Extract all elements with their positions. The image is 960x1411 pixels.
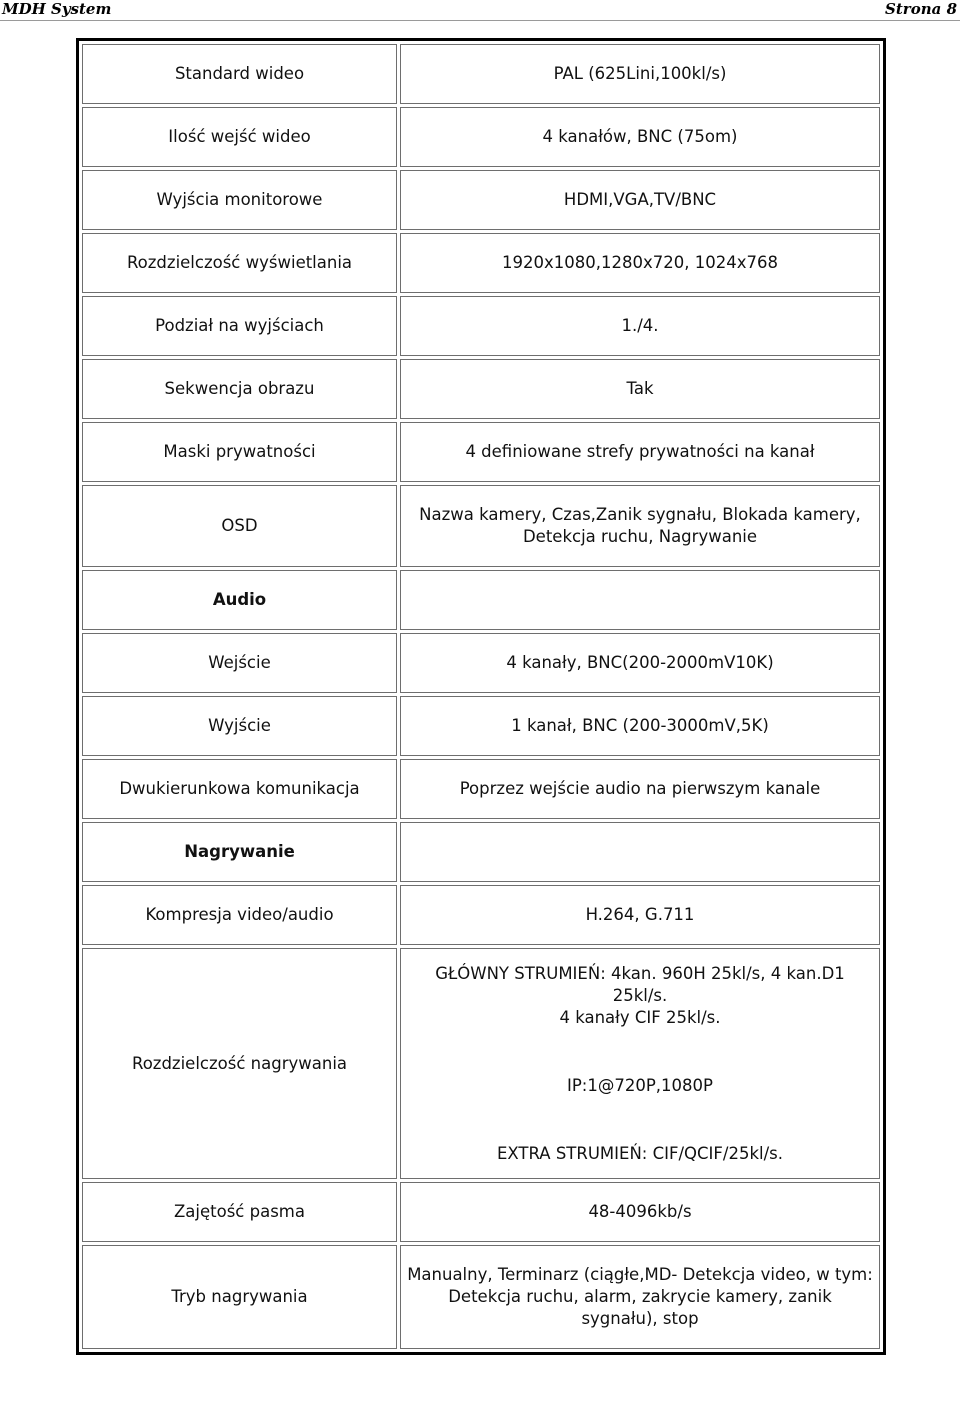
spec-value: 1920x1080,1280x720, 1024x768 [400, 233, 880, 293]
spec-label: Dwukierunkowa komunikacja [82, 759, 397, 819]
section-header-row [82, 570, 880, 630]
spec-value: H.264, G.711 [400, 885, 880, 945]
table-row [82, 696, 880, 756]
section-title-audio: Audio [82, 570, 397, 630]
table-row [82, 948, 880, 1179]
table-row [82, 759, 880, 819]
table-row [82, 107, 880, 167]
spec-value-line: Manualny, Terminarz (ciągłe,MD- Detekcja video, w tym: [407, 1265, 873, 1284]
spec-value: Poprzez wejście audio na pierwszym kanale [400, 759, 880, 819]
table-row [82, 1245, 880, 1349]
spec-label: Sekwencja obrazu [82, 359, 397, 419]
company-name: MDH System [2, 0, 112, 18]
spec-label: Podział na wyjściach [82, 296, 397, 356]
spec-label: Ilość wejść wideo [82, 107, 397, 167]
table-row [82, 1182, 880, 1242]
spec-value [400, 822, 880, 882]
spec-value [400, 948, 880, 1179]
table-row [82, 485, 880, 567]
specification-table [76, 38, 886, 1355]
page-number: Strona 8 [885, 0, 957, 18]
spec-value: 1./4. [400, 296, 880, 356]
spec-label: Kompresja video/audio [82, 885, 397, 945]
spec-label: Wyjście [82, 696, 397, 756]
spec-label: Wejście [82, 633, 397, 693]
spec-value-line: Nazwa kamery, Czas,Zanik sygnału, Blokada kamery, [419, 505, 861, 524]
table-row [82, 170, 880, 230]
table-row [82, 44, 880, 104]
spec-value-line: sygnału), stop [581, 1309, 699, 1328]
section-title-recording: Nagrywanie [82, 822, 397, 882]
spec-label: Tryb nagrywania [82, 1245, 397, 1349]
page-header [0, 0, 960, 21]
spec-label: Zajętość pasma [82, 1182, 397, 1242]
spec-value-line: Detekcja ruchu, Nagrywanie [522, 527, 758, 546]
section-header-row [82, 822, 880, 882]
spec-value [400, 485, 880, 567]
spec-value-line: IP:1@720P,1080P [566, 1075, 713, 1095]
spec-label: Standard wideo [82, 44, 397, 104]
spec-value: HDMI,VGA,TV/BNC [400, 170, 880, 230]
spec-value: 1 kanał, BNC (200-3000mV,5K) [400, 696, 880, 756]
spec-value: 4 kanałów, BNC (75om) [400, 107, 880, 167]
spec-value-line: 4 kanały CIF 25kl/s. [559, 1007, 721, 1027]
spec-value: 4 kanały, BNC(200-2000mV10K) [400, 633, 880, 693]
table-row [82, 296, 880, 356]
spec-value: 48-4096kb/s [400, 1182, 880, 1242]
spec-value [400, 1245, 880, 1349]
table-row [82, 359, 880, 419]
spec-label: Rozdzielczość wyświetlania [82, 233, 397, 293]
spec-label: Wyjścia monitorowe [82, 170, 397, 230]
table-row [82, 633, 880, 693]
table-row [82, 422, 880, 482]
spec-label: Rozdzielczość nagrywania [82, 948, 397, 1179]
spec-value-line: Detekcja ruchu, alarm, zakrycie kamery, zanik [448, 1287, 832, 1306]
spec-value: PAL (625Lini,100kl/s) [400, 44, 880, 104]
table-row [82, 885, 880, 945]
spec-value: 4 definiowane strefy prywatności na kanał [400, 422, 880, 482]
spec-label: Maski prywatności [82, 422, 397, 482]
spec-value-line: EXTRA STRUMIEŃ: CIF/QCIF/25kl/s. [496, 1143, 783, 1163]
spec-label: OSD [82, 485, 397, 567]
spec-value: Tak [400, 359, 880, 419]
spec-value [400, 570, 880, 630]
spec-value-line: GŁÓWNY STRUMIEŃ: 4kan. 960H 25kl/s, 4 kan.D1 25kl/s. [435, 963, 845, 1005]
table-row [82, 233, 880, 293]
